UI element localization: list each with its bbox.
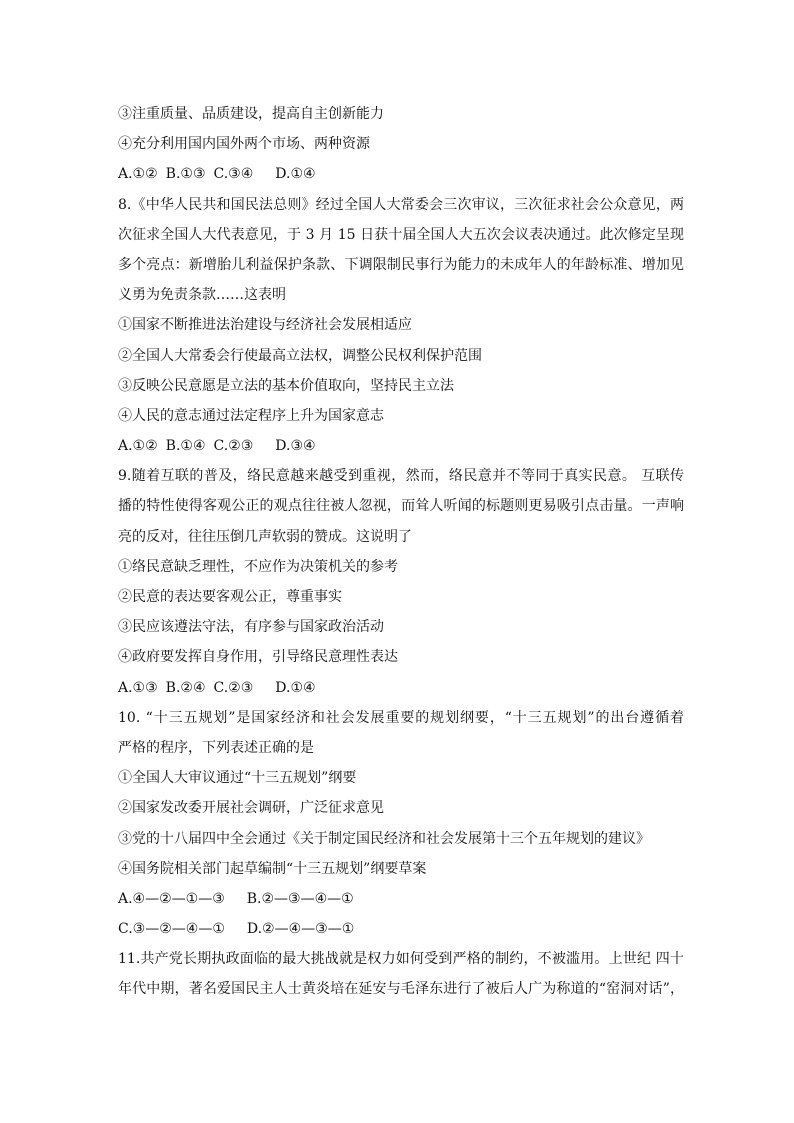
answer-options (118, 914, 684, 944)
choice-item: ④国务院相关部门起草编制“十三五规划”纲要草案 (118, 860, 427, 877)
option-d: D.③④ (275, 438, 316, 455)
question-9-stem: 播的特性使得客观公正的观点往往被人忽视，而耸人听闻的标题则更易吸引点击量。一声响 (118, 498, 684, 515)
choice-item: ④充分利用国内国外两个市场、两种资源 (118, 136, 370, 153)
question-9-stem: 亮的反对，往往压倒几声软弱的赞成。这说明了 (118, 528, 412, 545)
choice-item: ②全国人大常委会行使最高立法权，调整公民权利保护范围 (118, 347, 482, 364)
choice-item: ①国家不断推进法治建设与经济社会发展相适应 (118, 317, 412, 334)
exam-page (118, 99, 684, 1005)
option-c: C.②③ (213, 679, 254, 696)
option-a: A.①② (118, 438, 158, 455)
choice-item: ②民意的表达要客观公正，尊重事实 (118, 589, 342, 605)
question-11-stem: 年代中期，著名爱国民主人士黄炎培在延安与毛泽东进行了被后人广为称道的“窑洞对话”， (118, 981, 684, 998)
question-8-stem: 8.《中华人民共和国民法总则》经过全国人大常委会三次审议，三次征求社会公众意见，两 (118, 196, 684, 213)
option-c: C.②③ (213, 438, 254, 455)
question-8-stem: 多个亮点：新增胎儿利益保护条款、下调限制民事行为能力的未成年人的年龄标准、增加见 (118, 256, 684, 273)
choice-item: ②国家发改委开展社会调研，广泛征求意见 (118, 800, 384, 817)
choice-item: ①全国人大审议通过“十三五规划”纲要 (118, 770, 357, 787)
choice-item: ③反映公民意愿是立法的基本价值取向，坚持民主立法 (118, 377, 454, 394)
option-b: B.②—③—④—① (246, 890, 354, 907)
choice-item: ①络民意缺乏理性，不应作为决策机关的参考 (118, 558, 398, 575)
option-b: B.①④ (165, 438, 206, 455)
choice-item: ③党的十八届四中全会通过《关于制定国民经济和社会发展第十三个五年规划的建议》 (118, 830, 650, 847)
option-d: D.②—④—③—① (246, 921, 355, 938)
choice-item: ③注重质量、品质建设，提高自主创新能力 (118, 106, 384, 122)
option-a: A.④—②—①—③ (118, 890, 225, 907)
answer-options (118, 673, 684, 703)
option-d: D.①④ (275, 166, 316, 183)
option-c: C.③④ (213, 166, 254, 183)
question-8-stem: 次征求全国人大代表意见，于 3 月 15 日获十届全国人大五次会议表决通过。此次修定呈现 (118, 226, 684, 243)
choice-item: ④人民的意志通过法定程序上升为国家意志 (118, 407, 384, 424)
question-11-stem: 11.共产党长期执政面临的最大挑战就是权力如何受到严格的制约，不被滥用。上世纪 四十 (118, 951, 684, 968)
option-c: C.③—②—④—① (118, 921, 225, 938)
option-b: B.②④ (165, 679, 206, 696)
choice-item: ④政府要发挥自身作用，引导络民意理性表达 (118, 649, 398, 666)
option-a: A.①② (118, 166, 158, 183)
option-d: D.①④ (275, 679, 316, 696)
answer-options (118, 884, 684, 914)
question-10-stem: 10. “十三五规划”是国家经济和社会发展重要的规划纲要，“十三五规划”的出台遵循着 (118, 709, 684, 726)
option-a: A.①③ (118, 679, 158, 696)
question-9-stem: 9.随着互联的普及，络民意越来越受到重视，然而，络民意并不等同于真实民意。 互联传 (118, 468, 684, 485)
answer-options (118, 159, 684, 189)
question-8-stem: 义勇为免责条款……这表明 (118, 287, 286, 304)
question-10-stem: 严格的程序，下列表述正确的是 (118, 739, 314, 756)
answer-options (118, 431, 684, 461)
choice-item: ③民应该遵法守法，有序参与国家政治活动 (118, 619, 384, 636)
option-b: B.①③ (165, 166, 206, 183)
